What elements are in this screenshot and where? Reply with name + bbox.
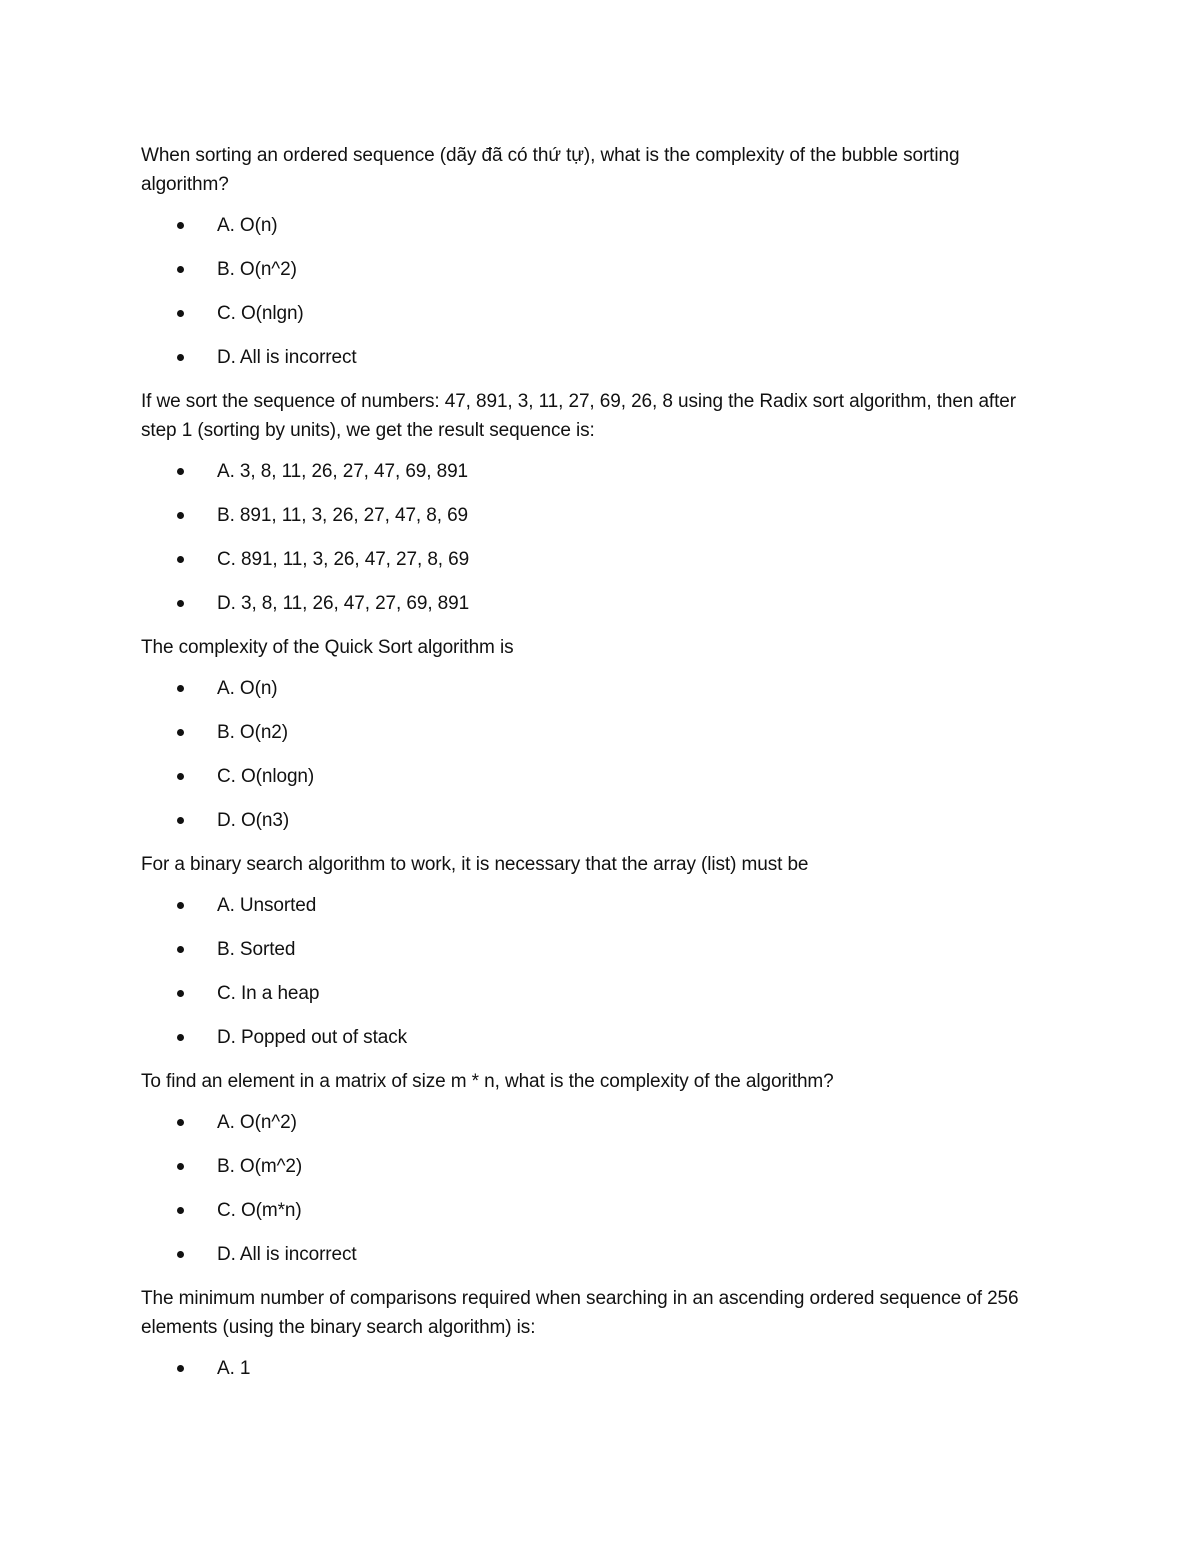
- options-list-4: [141, 891, 1041, 1052]
- question-3: The complexity of the Quick Sort algorithm is: [141, 637, 514, 658]
- options-list-5: [141, 1108, 1041, 1269]
- question-2: If we sort the sequence of numbers: 47, 891, 3, 11, 27, 69, 26, 8 using the Radix sort algorithm, then after step 1 (sorting by units), we get the result sequence is:: [141, 391, 1016, 441]
- option-item: [141, 1240, 1041, 1269]
- option-item: [141, 979, 1041, 1008]
- option-text: C. O(m*n): [217, 1200, 302, 1221]
- option-item: [141, 299, 1041, 328]
- options-list-3: [141, 674, 1041, 835]
- option-text: C. 891, 11, 3, 26, 47, 27, 8, 69: [217, 549, 470, 570]
- question-1: When sorting an ordered sequence (dãy đã có thứ tự), what is the complexity of the bubble sorting algorithm?: [141, 145, 960, 195]
- options-list-6: [141, 1354, 1041, 1383]
- option-item: [141, 806, 1041, 835]
- option-text: C. In a heap: [217, 983, 320, 1004]
- bullet-icon: [177, 354, 184, 361]
- bullet-icon: [177, 773, 184, 780]
- option-item: [141, 343, 1041, 372]
- option-item: [141, 255, 1041, 284]
- question-6: The minimum number of comparisons required when searching in an ascending ordered sequence of 256 elements (using the binary search algorithm) is:: [141, 1288, 1019, 1338]
- option-text: B. O(m^2): [217, 1156, 303, 1177]
- bullet-icon: [177, 1163, 184, 1170]
- option-text: A. O(n): [217, 678, 278, 699]
- option-item: [141, 762, 1041, 791]
- bullet-icon: [177, 1034, 184, 1041]
- bullet-icon: [177, 1251, 184, 1258]
- option-item: [141, 674, 1041, 703]
- bullet-icon: [177, 468, 184, 475]
- option-text: D. Popped out of stack: [217, 1027, 408, 1048]
- bullet-icon: [177, 902, 184, 909]
- bullet-icon: [177, 990, 184, 997]
- bullet-icon: [177, 600, 184, 607]
- option-text: A. O(n^2): [217, 1112, 297, 1133]
- option-item: [141, 1354, 1041, 1383]
- bullet-icon: [177, 222, 184, 229]
- bullet-icon: [177, 946, 184, 953]
- option-item: [141, 545, 1041, 574]
- option-item: [141, 1152, 1041, 1181]
- option-item: [141, 457, 1041, 486]
- option-text: C. O(nlogn): [217, 766, 315, 787]
- option-text: B. Sorted: [217, 939, 296, 960]
- option-item: [141, 935, 1041, 964]
- option-item: [141, 501, 1041, 530]
- bullet-icon: [177, 556, 184, 563]
- option-item: [141, 891, 1041, 920]
- option-item: [141, 1196, 1041, 1225]
- option-item: [141, 589, 1041, 618]
- option-item: [141, 211, 1041, 240]
- option-text: B. 891, 11, 3, 26, 27, 47, 8, 69: [217, 505, 469, 526]
- bullet-icon: [177, 685, 184, 692]
- bullet-icon: [177, 1119, 184, 1126]
- bullet-icon: [177, 310, 184, 317]
- bullet-icon: [177, 1365, 184, 1372]
- bullet-icon: [177, 1207, 184, 1214]
- option-text: B. O(n2): [217, 722, 288, 743]
- question-4: For a binary search algorithm to work, it is necessary that the array (list) must be: [141, 854, 809, 875]
- bullet-icon: [177, 512, 184, 519]
- options-list-1: [141, 211, 1041, 372]
- option-item: [141, 1108, 1041, 1137]
- option-item: [141, 1023, 1041, 1052]
- option-text: D. 3, 8, 11, 26, 47, 27, 69, 891: [217, 593, 470, 614]
- option-text: A. 1: [217, 1358, 251, 1379]
- option-text: D. All is incorrect: [217, 1244, 357, 1265]
- options-list-2: [141, 457, 1041, 618]
- document-body: [141, 141, 1041, 1398]
- bullet-icon: [177, 266, 184, 273]
- option-text: A. Unsorted: [217, 895, 317, 916]
- option-text: A. O(n): [217, 215, 278, 236]
- option-text: D. All is incorrect: [217, 347, 357, 368]
- bullet-icon: [177, 817, 184, 824]
- option-text: B. O(n^2): [217, 259, 297, 280]
- option-item: [141, 718, 1041, 747]
- bullet-icon: [177, 729, 184, 736]
- option-text: A. 3, 8, 11, 26, 27, 47, 69, 891: [217, 461, 469, 482]
- option-text: D. O(n3): [217, 810, 290, 831]
- option-text: C. O(nlgn): [217, 303, 304, 324]
- question-5: To find an element in a matrix of size m * n, what is the complexity of the algorithm?: [141, 1071, 834, 1092]
